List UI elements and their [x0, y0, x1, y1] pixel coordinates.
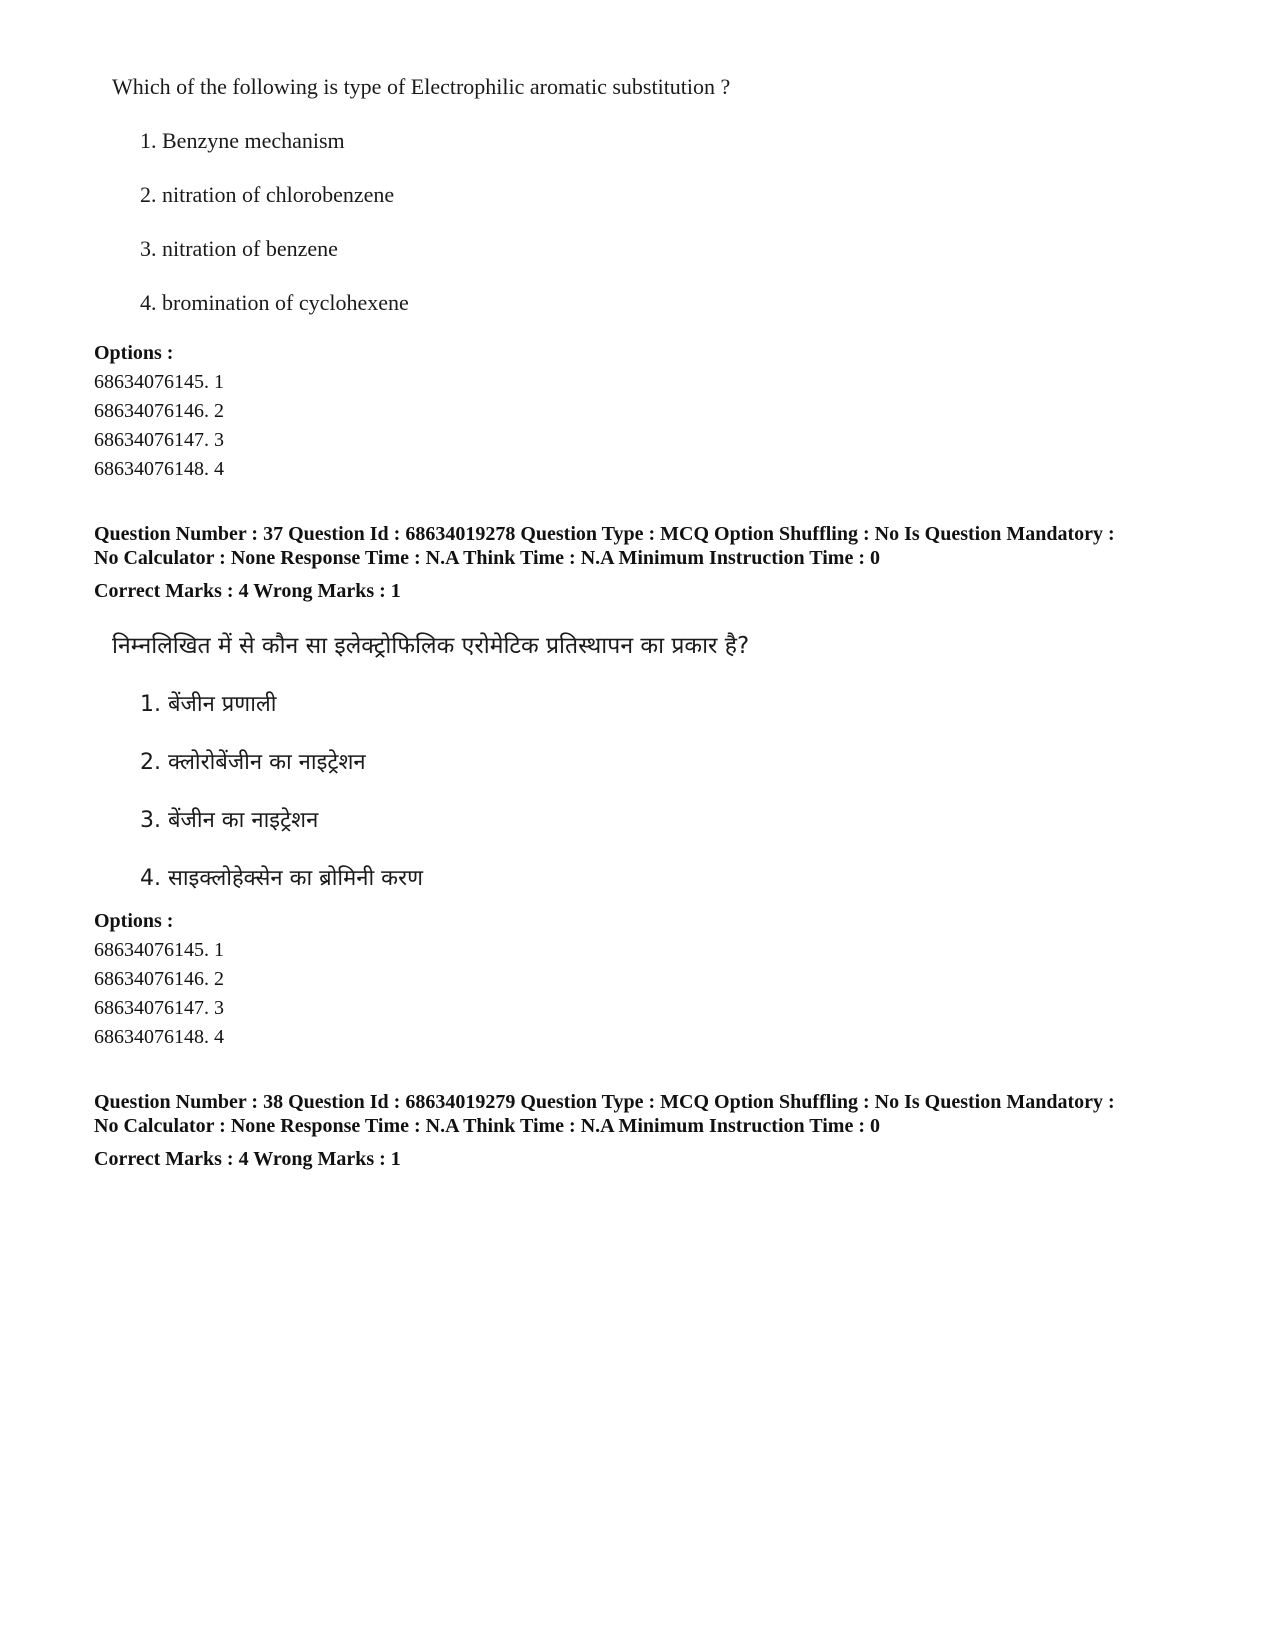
- question-38-marks: Correct Marks : 4 Wrong Marks : 1: [94, 1148, 401, 1170]
- question-36-choice-4: 4. bromination of cyclohexene: [140, 290, 409, 315]
- question-37-option-4: 68634076148. 4: [94, 1026, 224, 1048]
- question-37-option-2: 68634076146. 2: [94, 968, 224, 990]
- question-37-option-3: 68634076147. 3: [94, 997, 224, 1019]
- question-38-meta-line-2: No Calculator : None Response Time : N.A Think Time : N.A Minimum Instruction Time : 0: [94, 1115, 880, 1137]
- question-38-meta-line-1: Question Number : 38 Question Id : 68634019279 Question Type : MCQ Option Shuffling : No Is Question Mandatory :: [94, 1091, 1115, 1113]
- question-37-options-label: Options :: [94, 910, 174, 932]
- question-36-option-1: 68634076145. 1: [94, 371, 224, 393]
- question-36-option-2: 68634076146. 2: [94, 400, 224, 422]
- question-36-option-4: 68634076148. 4: [94, 458, 224, 480]
- question-38-meta: [94, 1090, 1214, 1138]
- question-36-option-3: 68634076147. 3: [94, 429, 224, 451]
- question-37-text: निम्नलिखित में से कौन सा इलेक्ट्रोफिलिक एरोमेटिक प्रतिस्थापन का प्रकार है?: [112, 633, 750, 659]
- question-37-meta: [94, 522, 1214, 570]
- question-37-choice-4: 4. साइक्लोहेक्सेन का ब्रोमिनी करण: [140, 866, 423, 891]
- question-37-marks: Correct Marks : 4 Wrong Marks : 1: [94, 580, 401, 602]
- question-36-choice-2: 2. nitration of chlorobenzene: [140, 182, 395, 207]
- question-36-options-label: Options :: [94, 342, 174, 364]
- question-37-choice-3: 3. बेंजीन का नाइट्रेशन: [140, 808, 319, 833]
- question-36-choice-1: 1. Benzyne mechanism: [140, 128, 345, 153]
- question-37-choice-2: 2. क्लोरोबेंजीन का नाइट्रेशन: [140, 750, 366, 775]
- question-36-choice-3: 3. nitration of benzene: [140, 236, 338, 261]
- question-36-text: Which of the following is type of Electrophilic aromatic substitution ?: [112, 74, 731, 99]
- question-37-meta-line-1: Question Number : 37 Question Id : 68634019278 Question Type : MCQ Option Shuffling : No Is Question Mandatory :: [94, 523, 1115, 545]
- question-37-meta-line-2: No Calculator : None Response Time : N.A Think Time : N.A Minimum Instruction Time : 0: [94, 547, 880, 569]
- question-37-choice-1: 1. बेंजीन प्रणाली: [140, 692, 277, 717]
- question-37-option-1: 68634076145. 1: [94, 939, 224, 961]
